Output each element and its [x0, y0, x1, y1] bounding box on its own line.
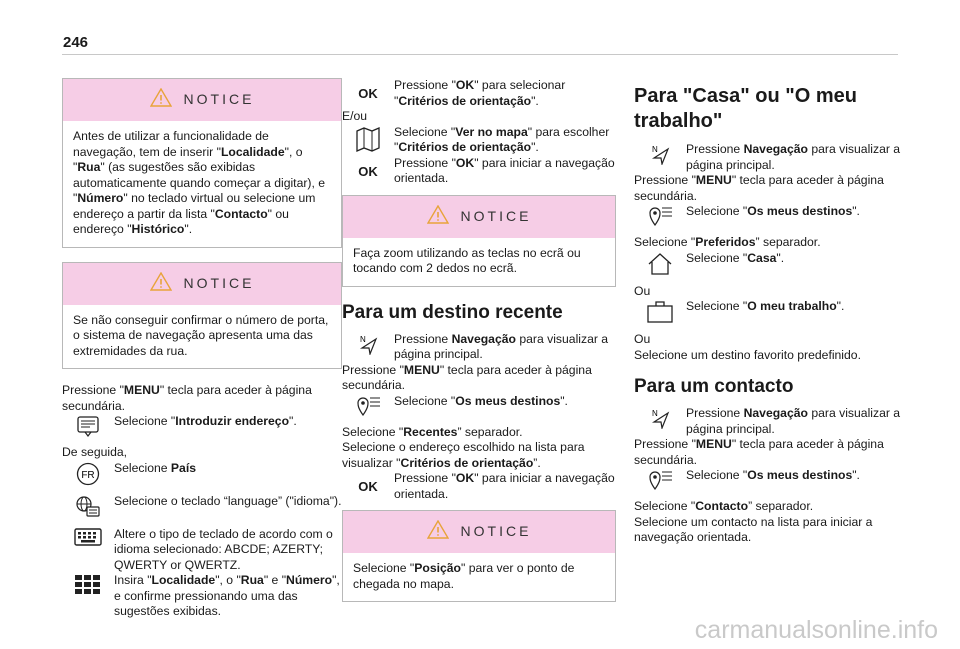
notice-header: [343, 511, 615, 553]
warning-icon: [427, 205, 449, 229]
watermark: carmanualsonline.info: [694, 616, 938, 644]
step-row: Selecione "Casa".: [634, 251, 904, 276]
paragraph: De seguida,: [62, 445, 128, 459]
notice-title: NOTICE: [460, 207, 532, 224]
paragraph: Pressione "MENU" tecla para aceder à página secundária.: [62, 383, 312, 413]
paragraph: Ou: [634, 283, 651, 298]
address-entry-icon: [62, 414, 114, 437]
paragraph: Selecione "Preferidos” separador.: [634, 235, 821, 249]
keyboard-icon: [62, 527, 114, 546]
warning-icon: [427, 520, 449, 544]
step-row: Selecione "Os meus destinos".: [634, 468, 904, 491]
home-icon: [634, 251, 686, 276]
step-row: N Pressione Navegação para visualizar a página principal.: [634, 142, 904, 173]
section-heading: Para um destino recente: [342, 301, 563, 323]
ok-label: OK: [358, 86, 378, 101]
step-row: Insira "Localidade", o "Rua" e "Número", e confirme pressionando uma das sugestões exibidas.: [62, 573, 342, 620]
step-row: Selecione "Os meus destinos".: [342, 394, 616, 417]
ok-label: OK: [358, 163, 378, 179]
paragraph: Selecione o endereço escolhido na lista para visualizar "Critérios de orientação”.: [342, 440, 585, 470]
notice-header: [63, 263, 341, 305]
paragraph: Pressione "MENU" tecla para aceder à página secundária.: [342, 362, 592, 392]
step-row: FR Selecione País: [62, 461, 342, 486]
notice-text: Faça zoom utilizando as teclas no ecrã ou tocando com 2 dedos no ecrã.: [353, 245, 581, 275]
notice-title: NOTICE: [460, 523, 532, 540]
header-rule: [62, 54, 898, 55]
destinations-icon: [342, 394, 394, 417]
step-row: Selecione o teclado “language” ("idioma").: [62, 494, 342, 519]
paragraph: Selecione um destino favorito predefinido.: [634, 347, 861, 362]
ok-label: OK: [358, 479, 378, 494]
paragraph: Selecione "Contacto” separador.: [634, 499, 814, 513]
notice-text: Antes de utilizar a funcionalidade de navegação, tem de inserir "Localidade", o "Rua" (as sugestões são exibidas automaticamente quando começar a digitar), e "Número" no teclado virtual ou selecione um endereço a partir da lista "Contacto" ou endereço "Histórico".: [73, 129, 326, 236]
step-row: Selecione "Introduzir endereço".: [62, 414, 342, 437]
step-row: N Pressione Navegação para visualizar a página principal.: [342, 332, 616, 363]
notice-box: [342, 195, 616, 287]
notice-title: NOTICE: [183, 274, 255, 291]
paragraph: Selecione um contacto na lista para iniciar a navegação orientada.: [634, 514, 873, 544]
step-row: OK Pressione "OK" para iniciar a navegação orientada.: [342, 471, 616, 502]
column-3: [634, 78, 904, 546]
notice-header: [343, 196, 615, 238]
svg-text:N: N: [652, 145, 658, 154]
step-row: OK Pressione "OK" para iniciar a navegação orientada.: [342, 156, 616, 187]
destinations-icon: [634, 468, 686, 491]
step-row: Altere o tipo de teclado de acordo com o idioma selecionado: ABCDE; AZERTY; QWERTY or QWERTZ.: [62, 527, 342, 574]
language-keyboard-icon: [62, 494, 114, 519]
warning-icon: [150, 88, 172, 112]
paragraph: Selecione "Recentes” separador.: [342, 424, 523, 439]
notice-text: Selecione "Posição" para ver o ponto de chegada no mapa.: [353, 561, 575, 591]
page-number: 246: [63, 34, 89, 51]
paragraph: Pressione "MENU" tecla para aceder à página secundária.: [634, 173, 884, 203]
navigation-icon: [342, 332, 394, 355]
svg-text:N: N: [652, 409, 658, 418]
step-row: N Pressione Navegação para visualizar a página principal.: [634, 406, 904, 437]
step-row: Selecione "O meu trabalho".: [634, 299, 904, 324]
destinations-icon: [634, 204, 686, 227]
section-heading: Para "Casa" ou "O meu trabalho": [634, 85, 857, 132]
paragraph: Ou: [634, 332, 651, 346]
section-heading: Para um contacto: [634, 376, 794, 397]
notice-header: [63, 79, 341, 121]
keypad-icon: [62, 573, 114, 596]
briefcase-icon: [634, 299, 686, 324]
step-row: OK Pressione "OK" para selecionar "Critérios de orientação".: [342, 78, 616, 109]
notice-box: [342, 510, 616, 602]
notice-text: Se não conseguir confirmar o número de porta, o sistema de navegação apresenta uma das extremidades da rua.: [73, 312, 329, 358]
paragraph: E/ou: [342, 109, 368, 123]
notice-box: [62, 78, 342, 248]
country-icon: [62, 461, 114, 486]
column-1: [62, 78, 342, 620]
notice-box: [62, 262, 342, 370]
notice-title: NOTICE: [183, 91, 255, 108]
navigation-icon: [634, 142, 686, 165]
warning-icon: [150, 272, 172, 296]
navigation-icon: [634, 406, 686, 429]
step-row: Selecione "Ver no mapa" para escolher "Critérios de orientação".: [342, 125, 616, 156]
svg-text:FR: FR: [81, 469, 95, 481]
column-2: [342, 78, 616, 616]
svg-text:N: N: [360, 334, 366, 344]
paragraph: Pressione "MENU" tecla para aceder à página secundária.: [634, 437, 884, 467]
step-row: Selecione "Os meus destinos".: [634, 204, 904, 227]
map-icon: [342, 125, 394, 152]
